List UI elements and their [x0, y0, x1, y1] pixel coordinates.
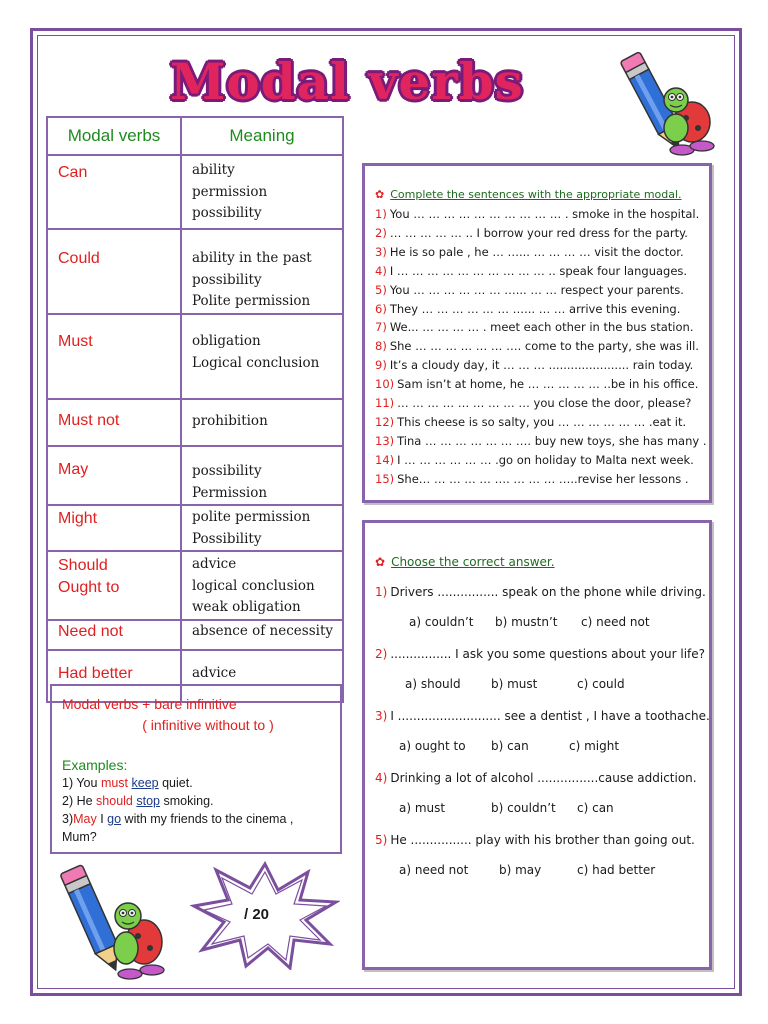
- table-cell-meaning: possibility Permission: [181, 446, 343, 505]
- table-cell-verb: Could: [47, 229, 181, 314]
- exercise2-question: [375, 831, 701, 849]
- question-number: 5): [375, 833, 388, 847]
- table-cell-verb: Should Ought to: [47, 551, 181, 620]
- modal-verbs-table: [46, 116, 344, 703]
- exercise1-sentence: [375, 300, 701, 319]
- sentence-number: 5): [375, 282, 387, 297]
- exercise-complete-sentences: [362, 163, 712, 503]
- sentence-number: 10): [375, 377, 395, 392]
- question-text: I ........................... see a dentist , I have a toothache.: [390, 709, 710, 723]
- table-cell-verb: Need not: [47, 620, 181, 650]
- sentence-number: 11): [375, 396, 395, 411]
- sentence-number: 7): [375, 320, 387, 335]
- question-number: 4): [375, 771, 388, 785]
- exercise1-sentence: [375, 451, 701, 470]
- sentence-number: 2): [375, 225, 387, 240]
- table-cell-meaning: absence of necessity: [181, 620, 343, 650]
- answer-option[interactable]: a) must: [399, 801, 446, 815]
- answer-option[interactable]: c) could: [577, 677, 625, 691]
- flower-bullet-icon: ✿: [375, 555, 386, 569]
- page-title: Modal verbs: [170, 52, 524, 111]
- answer-option[interactable]: a) should: [405, 677, 461, 691]
- question-text: He ................ play with his brother than going out.: [390, 833, 695, 847]
- sentence-text: … … … … … … … … … you close the door, please?: [397, 396, 692, 411]
- answer-option[interactable]: a) need not: [399, 863, 469, 877]
- sentence-text: Sam isn’t at home, he … … … … … ..be in his office.: [397, 377, 699, 392]
- exercise1-sentence: [375, 470, 701, 489]
- header-meaning: Meaning: [181, 117, 343, 155]
- exercise1-sentence: [375, 375, 701, 394]
- exercise2-instruction: ✿ Choose the correct answer.: [375, 555, 555, 569]
- answer-option[interactable]: c) might: [569, 739, 620, 753]
- sentence-number: 1): [375, 207, 387, 221]
- score-label: / 20: [244, 906, 270, 923]
- exercise1-sentence: [375, 318, 701, 337]
- answer-option[interactable]: c) had better: [577, 863, 656, 877]
- sentence-text: It’s a cloudy day, it … … … ...................... rain today.: [389, 358, 694, 373]
- sentence-number: 13): [375, 433, 395, 448]
- exercise1-sentence: [375, 356, 701, 375]
- pencil-bug-mascot-top: [614, 42, 720, 162]
- exercise2-question: [375, 769, 701, 787]
- sentence-text: … … … … … .. I borrow your red dress for the party.: [389, 225, 688, 240]
- answer-option[interactable]: c) can: [577, 801, 614, 815]
- answer-option[interactable]: b) couldn’t: [491, 801, 556, 815]
- exercise2-question: [375, 707, 710, 725]
- table-cell-meaning: advice logical conclusion weak obligation: [181, 551, 343, 620]
- answer-option[interactable]: a) ought to: [399, 739, 466, 753]
- pencil-bug-mascot-bottom: [60, 856, 170, 986]
- answer-option[interactable]: b) mustn’t: [495, 615, 558, 629]
- table-cell-meaning: polite permission Possibility: [181, 505, 343, 551]
- sentence-text: Tina … … … … … … …. buy new toys, she has many .: [397, 433, 707, 448]
- exercise1-sentence: [375, 243, 701, 262]
- answer-option[interactable]: a) couldn’t: [409, 615, 474, 629]
- example-3: 3)May I go with my friends to the cinema , Mum?: [62, 812, 294, 844]
- table-cell-meaning: advice: [181, 650, 343, 702]
- question-number: 1): [375, 585, 388, 599]
- sentence-text: I … … … … … … .go on holiday to Malta next week.: [397, 452, 694, 467]
- answer-options: [375, 613, 701, 631]
- table-cell-verb: May: [47, 446, 181, 505]
- flower-bullet-icon: ✿: [375, 188, 385, 201]
- table-cell-meaning: ability in the past possibility Polite permission: [181, 229, 343, 314]
- exercise1-sentence: [375, 205, 701, 224]
- sentence-text: You … … … … … … …... … … respect your parents.: [389, 282, 684, 297]
- table-cell-verb: Might: [47, 505, 181, 551]
- question-text: ................ I ask you some questions about your life?: [390, 647, 706, 661]
- exercise1-sentence: [375, 281, 701, 300]
- header-modal-verbs: Modal verbs: [47, 117, 181, 155]
- sentence-number: 4): [375, 263, 387, 278]
- exercise1-sentences: [375, 205, 707, 489]
- sentence-number: 14): [375, 452, 395, 467]
- table-cell-verb: Had better: [47, 650, 181, 702]
- sentence-text: She … … … … … … …. come to the party, she was ill.: [389, 339, 699, 354]
- question-text: Drinking a lot of alcohol ................cause addiction.: [390, 771, 697, 785]
- bare-infinitive-box: [50, 684, 342, 854]
- exercise1-sentence: [375, 432, 707, 451]
- exercise2-question: [375, 645, 706, 663]
- examples-title: Examples:: [62, 757, 128, 773]
- question-text: Drivers ................ speak on the phone while driving.: [390, 585, 706, 599]
- exercise1-sentence: [375, 413, 701, 432]
- example-1: 1) You must keep quiet.: [62, 776, 193, 790]
- answer-option[interactable]: b) must: [491, 677, 538, 691]
- answer-option[interactable]: b) can: [491, 739, 529, 753]
- sentence-number: 15): [375, 471, 395, 486]
- sentence-number: 8): [375, 339, 387, 354]
- question-number: 2): [375, 647, 388, 661]
- sentence-number: 6): [375, 301, 387, 316]
- sentence-text: We... … … … … . meet each other in the bus station.: [389, 320, 694, 335]
- exercise2-question: [375, 583, 706, 601]
- table-cell-verb: Must not: [47, 399, 181, 446]
- answer-option[interactable]: b) may: [499, 863, 542, 877]
- table-cell-meaning: prohibition: [181, 399, 343, 446]
- exercise1-sentence: [375, 394, 701, 413]
- answer-options: [375, 861, 701, 879]
- answer-options: [375, 737, 701, 755]
- answer-options: [375, 799, 701, 817]
- table-cell-meaning: obligation Logical conclusion: [181, 314, 343, 399]
- sentence-text: He is so pale , he … …... … … … … visit the doctor.: [389, 244, 684, 259]
- exercise1-sentence: [375, 262, 701, 281]
- table-cell-meaning: ability permission possibility: [181, 155, 343, 229]
- sentence-text: They … … … … … … …... … … arrive this evening.: [389, 301, 681, 316]
- exercise1-sentence: [375, 224, 701, 243]
- table-cell-verb: Must: [47, 314, 181, 399]
- bare-infinitive-note: ( infinitive without to ): [142, 717, 274, 733]
- exercise-choose-answer: [362, 520, 712, 970]
- exercise2-questions: [375, 583, 710, 879]
- example-2: 2) He should stop smoking.: [62, 794, 214, 808]
- sentence-text: You … … … … … … … … … … . smoke in the hospital.: [389, 207, 700, 221]
- table-cell-verb: Can: [47, 155, 181, 229]
- sentence-number: 9): [375, 358, 387, 373]
- sentence-number: 12): [375, 414, 395, 429]
- sentence-number: 3): [375, 244, 387, 259]
- sentence-text: I … … … … … … … … … … .. speak four languages.: [389, 263, 688, 278]
- sentence-text: This cheese is so salty, you … … … … … … .eat it.: [397, 414, 687, 429]
- answer-options: [375, 675, 701, 693]
- question-number: 3): [375, 709, 388, 723]
- answer-option[interactable]: c) need not: [581, 615, 650, 629]
- bare-infinitive-rule: Modal verbs + bare infinitive: [62, 696, 237, 712]
- sentence-text: She… … … … … …. … … … …..revise her lessons .: [397, 471, 689, 486]
- exercise1-sentence: [375, 337, 701, 356]
- exercise1-instruction: ✿ Complete the sentences with the appropriate modal.: [375, 188, 682, 201]
